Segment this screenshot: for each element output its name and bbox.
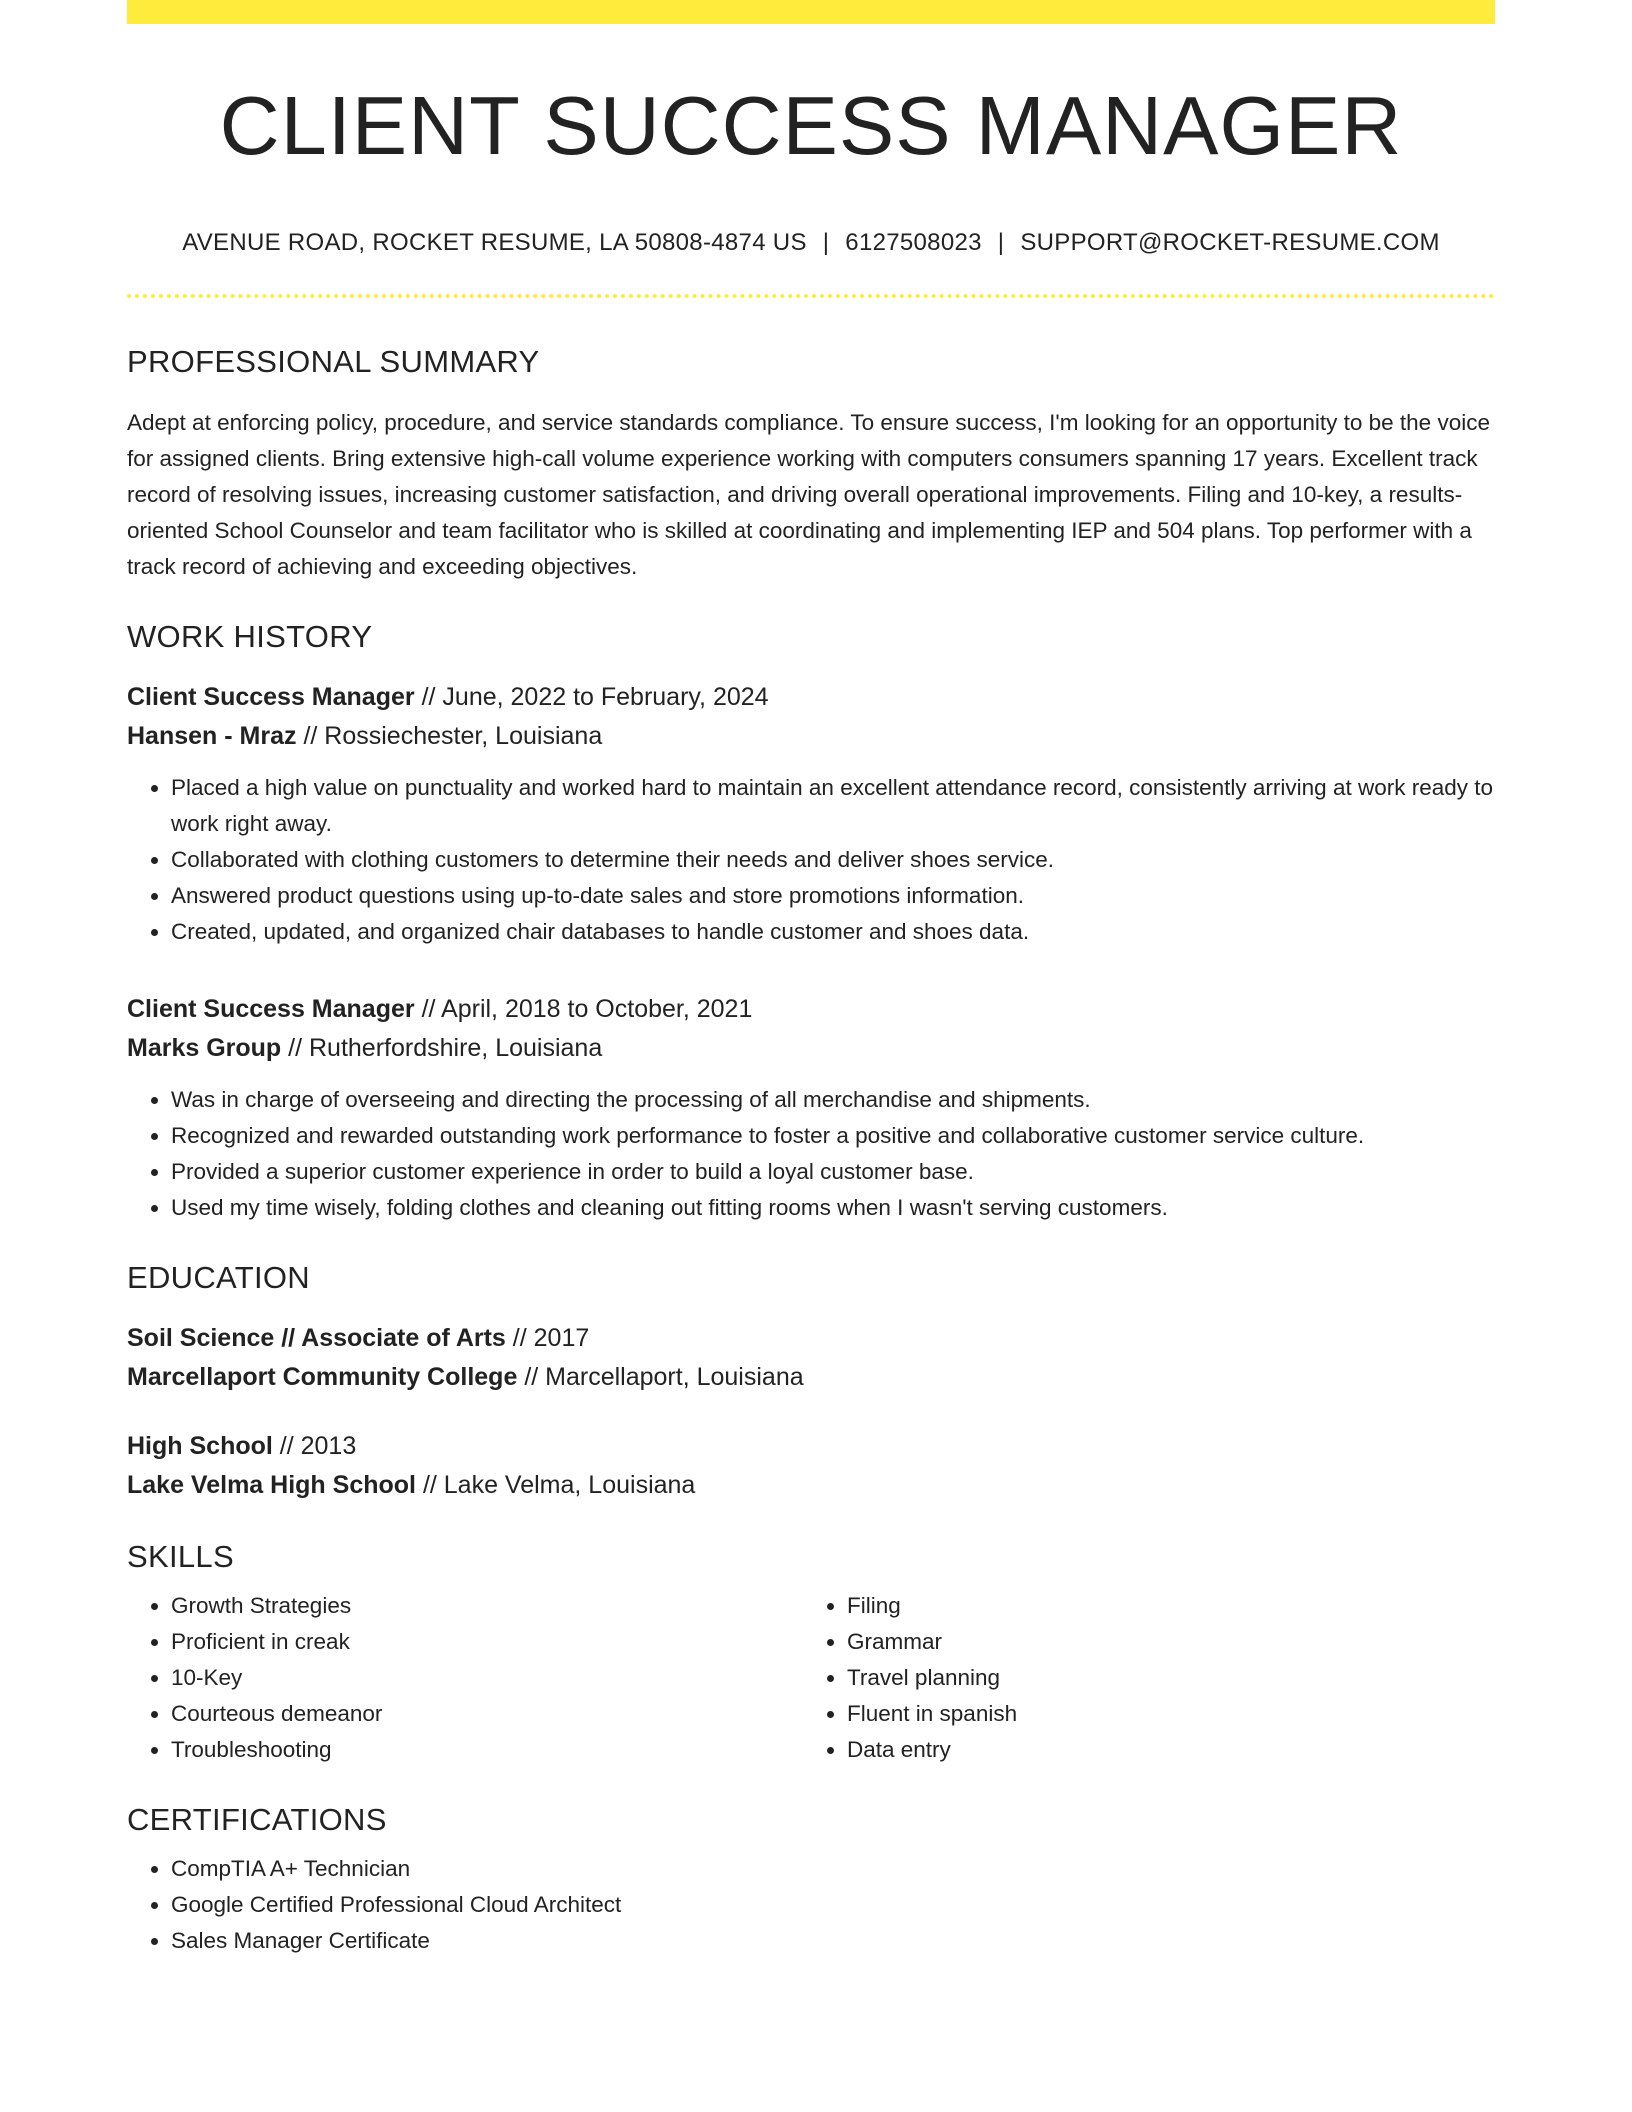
list-item: • 10-Key bbox=[171, 1660, 803, 1696]
job-title: Client Success Manager bbox=[127, 683, 415, 711]
education-degree-line bbox=[127, 1319, 1495, 1358]
resume-page bbox=[127, 0, 1495, 1959]
section-title-education: EDUCATION bbox=[127, 1260, 310, 1295]
job-entry bbox=[127, 678, 1495, 950]
list-item: • Sales Manager Certificate bbox=[171, 1923, 1495, 1959]
job-bullets bbox=[127, 770, 1495, 950]
education-degree-line bbox=[127, 1427, 1495, 1466]
list-item: • Provided a superior customer experience in order to build a loyal customer base. bbox=[171, 1154, 1495, 1190]
list-item: • Grammar bbox=[847, 1624, 1447, 1660]
list-item: • Travel planning bbox=[847, 1660, 1447, 1696]
education-year: // 2013 bbox=[279, 1432, 357, 1460]
list-item: • Data entry bbox=[847, 1732, 1447, 1768]
header-divider bbox=[127, 294, 1495, 298]
job-dates: // April, 2018 to October, 2021 bbox=[421, 995, 753, 1023]
list-item: • Growth Strategies bbox=[171, 1588, 803, 1624]
certifications-list bbox=[127, 1851, 1495, 1959]
education-school: Lake Velma High School bbox=[127, 1471, 416, 1499]
top-accent-bar bbox=[127, 0, 1495, 24]
job-location: // Rossiechester, Louisiana bbox=[303, 722, 603, 750]
skills-columns bbox=[127, 1588, 1495, 1768]
education-location: // Marcellaport, Louisiana bbox=[524, 1363, 804, 1391]
education-location: // Lake Velma, Louisiana bbox=[422, 1471, 696, 1499]
list-item: • Placed a high value on punctuality and worked hard to maintain an excellent attendance record, consistently arriving at work ready to work right away. bbox=[171, 770, 1495, 842]
summary-text: Adept at enforcing policy, procedure, and service standards compliance. To ensure success, I'm looking for an opportunity to be the voice for assigned clients. Bring extensive high-call volume experience working with computers consumers spanning 17 years. Excellent track record of resolving issues, increasing customer satisfaction, and driving overall operational improvements. Filing and 10-key, a results-oriented School Counselor and team facilitator who is skilled at coordinating and implementing IEP and 504 plans. Top performer with a track record of achieving and exceeding objectives. bbox=[127, 410, 1490, 579]
education-school: Marcellaport Community College bbox=[127, 1363, 518, 1391]
section-title-certifications: CERTIFICATIONS bbox=[127, 1802, 387, 1837]
job-entry bbox=[127, 990, 1495, 1226]
list-item: • Google Certified Professional Cloud Architect bbox=[171, 1887, 1495, 1923]
job-title-line bbox=[127, 990, 1495, 1029]
job-company-line bbox=[127, 717, 1495, 756]
education-school-line bbox=[127, 1358, 1495, 1397]
list-item: • CompTIA A+ Technician bbox=[171, 1851, 1495, 1887]
list-item: • Was in charge of overseeing and directing the processing of all merchandise and shipments. bbox=[171, 1082, 1495, 1118]
list-item: • Fluent in spanish bbox=[847, 1696, 1447, 1732]
contact-address: AVENUE ROAD, ROCKET RESUME, LA 50808-4874 US bbox=[182, 229, 807, 256]
skills-list-left bbox=[127, 1588, 803, 1768]
job-title-line bbox=[127, 678, 1495, 717]
education-entry bbox=[127, 1427, 1495, 1505]
job-company-line bbox=[127, 1029, 1495, 1068]
list-item: • Courteous demeanor bbox=[171, 1696, 803, 1732]
list-item: • Proficient in creak bbox=[171, 1624, 803, 1660]
contact-email: SUPPORT@ROCKET-RESUME.COM bbox=[1020, 229, 1440, 256]
education-degree: Soil Science // Associate of Arts bbox=[127, 1324, 506, 1352]
contact-line bbox=[127, 231, 1495, 255]
contact-separator: | bbox=[997, 229, 1005, 256]
education-year: // 2017 bbox=[512, 1324, 590, 1352]
list-item: • Created, updated, and organized chair databases to handle customer and shoes data. bbox=[171, 914, 1495, 950]
job-company: Marks Group bbox=[127, 1034, 282, 1062]
section-title-summary: PROFESSIONAL SUMMARY bbox=[127, 344, 540, 379]
list-item: • Used my time wisely, folding clothes and cleaning out fitting rooms when I wasn't serving customers. bbox=[171, 1190, 1495, 1226]
education-entry bbox=[127, 1319, 1495, 1397]
list-item: • Filing bbox=[847, 1588, 1447, 1624]
list-item: • Answered product questions using up-to-date sales and store promotions information. bbox=[171, 878, 1495, 914]
section-title-skills: SKILLS bbox=[127, 1539, 234, 1574]
job-title: Client Success Manager bbox=[127, 995, 415, 1023]
contact-phone: 6127508023 bbox=[845, 229, 982, 256]
section-title-work-history: WORK HISTORY bbox=[127, 619, 373, 654]
education-degree: High School bbox=[127, 1432, 273, 1460]
list-item: • Troubleshooting bbox=[171, 1732, 803, 1768]
job-dates: // June, 2022 to February, 2024 bbox=[421, 683, 769, 711]
job-location: // Rutherfordshire, Louisiana bbox=[288, 1034, 603, 1062]
resume-title: CLIENT SUCCESS MANAGER bbox=[219, 79, 1403, 172]
contact-separator: | bbox=[822, 229, 830, 256]
education-school-line bbox=[127, 1466, 1495, 1505]
list-item: • Recognized and rewarded outstanding work performance to foster a positive and collaborative customer service culture. bbox=[171, 1118, 1495, 1154]
skills-list-right bbox=[803, 1588, 1447, 1768]
job-company: Hansen - Mraz bbox=[127, 722, 297, 750]
job-bullets bbox=[127, 1082, 1495, 1226]
list-item: • Collaborated with clothing customers to determine their needs and deliver shoes service. bbox=[171, 842, 1495, 878]
